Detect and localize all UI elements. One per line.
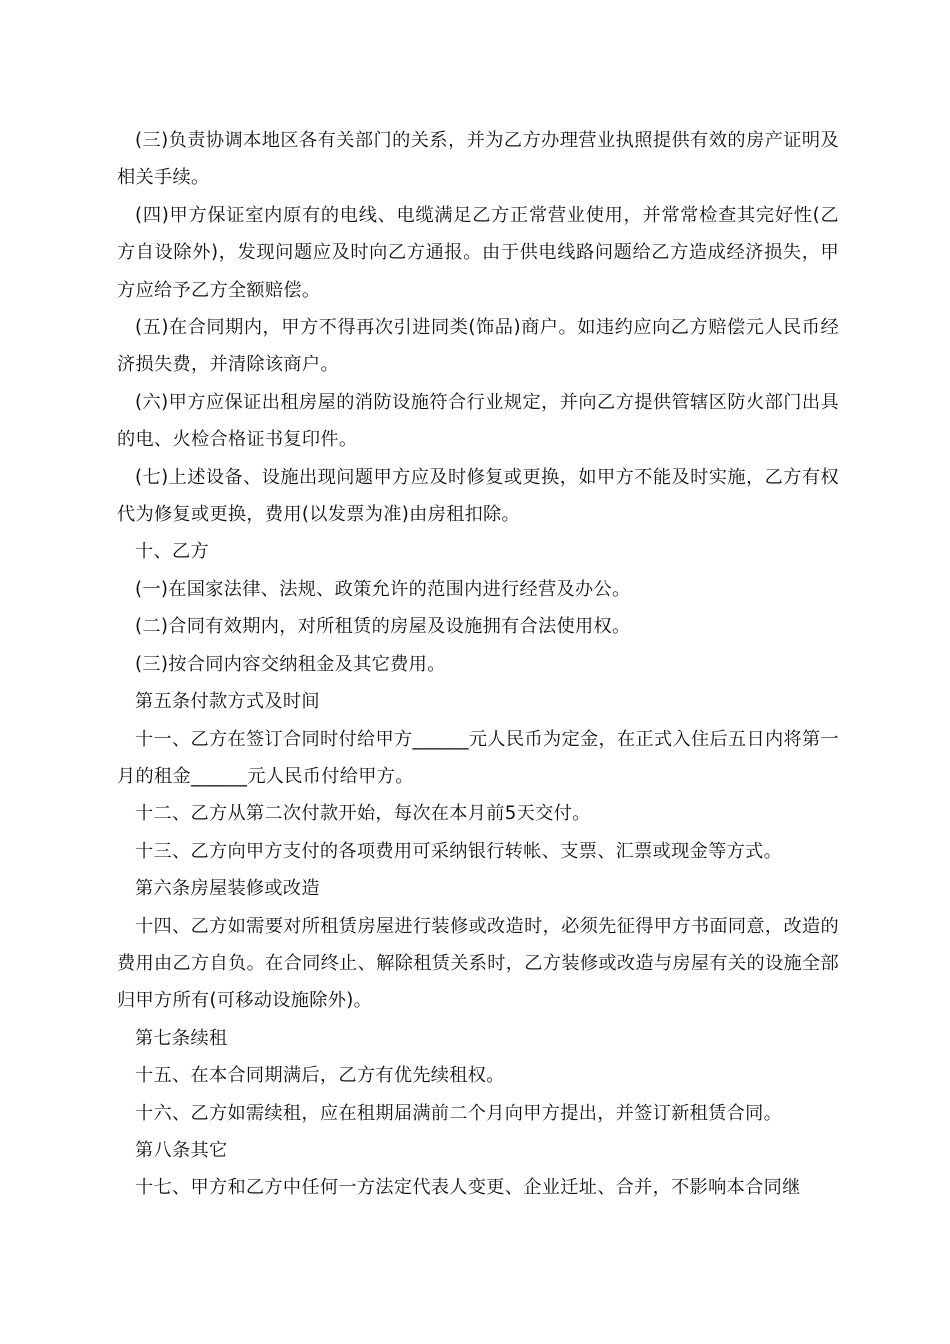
paragraph: 十六、乙方如需续租，应在租期届满前二个月向甲方提出，并签订新租赁合同。 [135,1102,783,1124]
section-heading: 十、乙方 [135,541,209,563]
document-page [117,122,839,1207]
paragraph: 十二、乙方从第二次付款开始，每次在本月前5天交付。 [135,803,591,825]
paragraph: 十一、乙方在签订合同时付给甲方______元人民币为定金，在正式入住后五日内将第一月的租金______元人民币付给甲方。 [117,728,839,787]
paragraph: (六)甲方应保证出租房屋的消防设施符合行业规定，并向乙方提供管辖区防火部门出具的电、火检合格证书复印件。 [117,391,839,451]
paragraph: 十四、乙方如需要对所租赁房屋进行装修或改造时，必须先征得甲方书面同意，改造的费用由乙方自负。在合同终止、解除租赁关系时，乙方装修或改造与房屋有关的设施全部归甲方所有(可移动设施除外)。 [117,915,839,1012]
article-heading: 第八条其它 [135,1139,228,1161]
article-heading: 第五条付款方式及时间 [135,691,320,713]
paragraph: (三)按合同内容交纳租金及其它费用。 [135,653,446,675]
paragraph: 十七、甲方和乙方中任何一方法定代表人变更、企业迁址、合并，不影响本合同继 [135,1177,801,1199]
article-heading: 第七条续租 [135,1027,228,1049]
paragraph: 十五、在本合同期满后，乙方有优先续租权。 [135,1065,505,1087]
paragraph: (三)负责协调本地区各有关部门的关系，并为乙方办理营业执照提供有效的房产证明及相关手续。 [117,130,839,189]
paragraph: (二)合同有效期内，对所租赁的房屋及设施拥有合法使用权。 [135,616,631,638]
paragraph: (七)上述设备、设施出现问题甲方应及时修复或更换，如甲方不能及时实施，乙方有权代为修复或更换，费用(以发票为准)由房租扣除。 [117,466,839,526]
paragraph: (四)甲方保证室内原有的电线、电缆满足乙方正常营业使用，并常常检查其完好性(乙方自设除外)，发现问题应及时向乙方通报。由于供电线路问题给乙方造成经济损失，甲方应给予乙方全额赔偿。 [117,204,839,301]
paragraph: (五)在合同期内，甲方不得再次引进同类(饰品)商户。如违约应向乙方赔偿元人民币经济损失费，并清除该商户。 [117,317,839,376]
article-heading: 第六条房屋装修或改造 [135,878,320,900]
paragraph: (一)在国家法律、法规、政策允许的范围内进行经营及办公。 [135,578,631,600]
paragraph: 十三、乙方向甲方支付的各项费用可采纳银行转帐、支票、汇票或现金等方式。 [135,840,783,862]
